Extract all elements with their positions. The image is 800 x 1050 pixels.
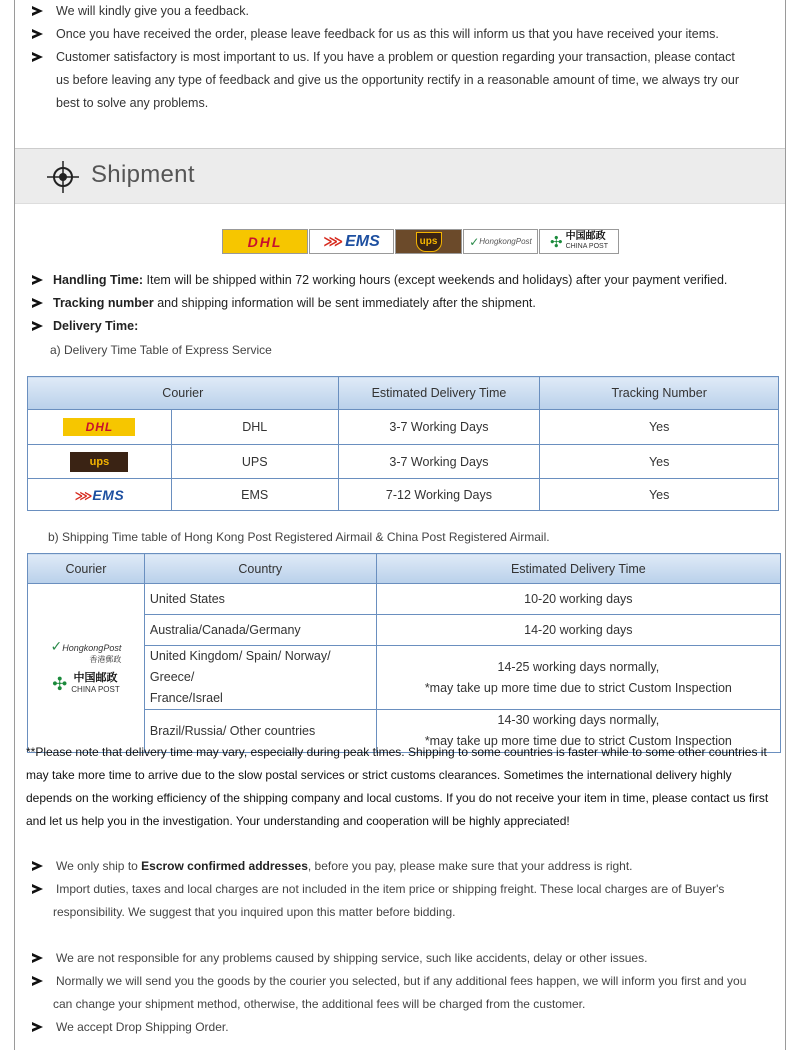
intro-bullet-3-line3: best to solve any problems.	[56, 96, 209, 110]
delivery-time-label: Delivery Time:	[53, 319, 139, 333]
courier-name: EMS	[171, 479, 338, 511]
intro-bullet-3: Customer satisfactory is most important to us. If you have a problem or question regarding your transaction, please contact	[56, 50, 735, 64]
table-b-caption: b) Shipping Time table of Hong Kong Post Registered Airmail & China Post Registered Airmail.	[48, 530, 550, 544]
column-header: Tracking Number	[540, 377, 779, 410]
table-row	[28, 479, 779, 511]
delivery-time: 14-25 working days normally, *may take up more time due to strict Custom Inspection	[376, 646, 780, 710]
bullet-arrow-icon	[32, 29, 43, 39]
shipment-method-bullet-line2: can change your shipment method, otherwise, the additional fees will be charged from the customer.	[53, 997, 586, 1011]
country: Brazil/Russia/ Other countries	[144, 710, 376, 753]
hongkong-post-logo: ✓HongkongPost 香港郵政	[50, 638, 122, 664]
courier-name: DHL	[171, 410, 338, 445]
responsibility-bullet: We are not responsible for any problems caused by shipping service, such like accidents, delay or other issues.	[56, 951, 648, 965]
bullet-arrow-icon	[32, 976, 43, 986]
delivery-time: 14-20 working days	[376, 615, 780, 646]
tracking-info: Tracking number and shipping information will be sent immediately after the shipment.	[53, 296, 536, 310]
delivery-note-line: **Please note that delivery time may vary, especially during peak times. Shipping to some countries is faster while to some other countries it	[26, 745, 767, 759]
tracking-available: Yes	[540, 479, 779, 511]
column-header: Estimated Delivery Time	[376, 554, 780, 584]
bullet-arrow-icon	[32, 6, 43, 16]
country: Australia/Canada/Germany	[144, 615, 376, 646]
ems-logo: EMS	[92, 486, 125, 503]
bullet-arrow-icon	[32, 298, 43, 308]
table-row	[28, 445, 779, 479]
tracking-available: Yes	[540, 410, 779, 445]
delivery-time: 3-7 Working Days	[338, 410, 540, 445]
column-header: Country	[144, 554, 376, 584]
dhl-logo: DHL	[222, 229, 308, 254]
crosshair-icon	[47, 161, 79, 193]
ups-logo: ups	[70, 452, 128, 472]
express-delivery-table	[27, 376, 779, 511]
column-header: Courier	[28, 377, 339, 410]
country: United States	[144, 584, 376, 615]
intro-bullet-2: Once you have received the order, please leave feedback for us as this will inform us that you have received your items.	[56, 27, 719, 41]
ems-logo-cell: ⋙EMS	[28, 479, 172, 511]
drop-shipping-bullet: We accept Drop Shipping Order.	[56, 1020, 229, 1034]
shipment-method-bullet: Normally we will send you the goods by the courier you selected, but if any additional fees happen, we will inform you first and you	[56, 974, 747, 988]
duties-bullet: Import duties, taxes and local charges are not included in the item price or shipping freight. These local charges are of Buyer's	[56, 882, 725, 896]
dhl-logo: DHL	[63, 418, 135, 436]
china-post-logo: ✣ 中国邮政 CHINA POST	[52, 672, 120, 694]
table-a-caption: a) Delivery Time Table of Express Service	[50, 343, 272, 357]
ups-logo-cell	[28, 445, 172, 479]
bullet-arrow-icon	[32, 953, 43, 963]
post-delivery-table	[27, 553, 781, 753]
delivery-time: 10-20 working days	[376, 584, 780, 615]
escrow-bullet: We only ship to Escrow confirmed addresses, before you pay, please make sure that your address is right.	[56, 859, 633, 873]
delivery-note-line: may take more time to arrive due to the slow postal services or strict customs clearances. Sometimes the international delivery highly	[26, 768, 732, 782]
delivery-note-line: depends on the working efficiency of the shipping company and local customs. If you do not receive your item in time, please contact us first	[26, 791, 769, 805]
dhl-logo-cell	[28, 410, 172, 445]
table-row	[28, 584, 781, 615]
intro-bullet-1: We will kindly give you a feedback.	[56, 4, 249, 18]
handling-time: Handling Time: Item will be shipped within 72 working hours (except weekends and holidays) after your payment verified.	[53, 273, 728, 287]
tracking-available: Yes	[540, 445, 779, 479]
intro-bullet-3-line2: us before leaving any type of feedback and give us the opportunity rectify in a reasonable amount of time, we always try our	[56, 73, 740, 87]
bullet-arrow-icon	[32, 52, 43, 62]
delivery-time: 14-30 working days normally, *may take up more time due to strict Custom Inspection	[376, 710, 780, 753]
bullet-arrow-icon	[32, 1022, 43, 1032]
delivery-time: 3-7 Working Days	[338, 445, 540, 479]
bullet-arrow-icon	[32, 321, 43, 331]
duties-bullet-line2: responsibility. We suggest that you inquired upon this matter before bidding.	[53, 905, 456, 919]
delivery-time: 7-12 Working Days	[338, 479, 540, 511]
section-title: Shipment	[91, 161, 195, 188]
table-row	[28, 410, 779, 445]
delivery-note-line: and let us help you in the investigation. Your understanding and cooperation will be highly appreciated!	[26, 814, 570, 828]
country: United Kingdom/ Spain/ Norway/ Greece/ France/Israel	[144, 646, 376, 710]
ups-logo: ups	[395, 229, 462, 254]
bullet-arrow-icon	[32, 861, 43, 871]
bullet-arrow-icon	[32, 884, 43, 894]
column-header: Courier	[28, 554, 145, 584]
bullet-arrow-icon	[32, 275, 43, 285]
shipment-section-header	[15, 148, 785, 204]
column-header: Estimated Delivery Time	[338, 377, 540, 410]
post-courier-logos	[28, 584, 145, 753]
hongkong-post-logo: ✓ HongkongPost	[463, 229, 538, 254]
china-post-logo: ✣ 中国邮政 CHINA POST	[539, 229, 619, 254]
ems-logo: ⋙ EMS	[309, 229, 394, 254]
courier-name: UPS	[171, 445, 338, 479]
